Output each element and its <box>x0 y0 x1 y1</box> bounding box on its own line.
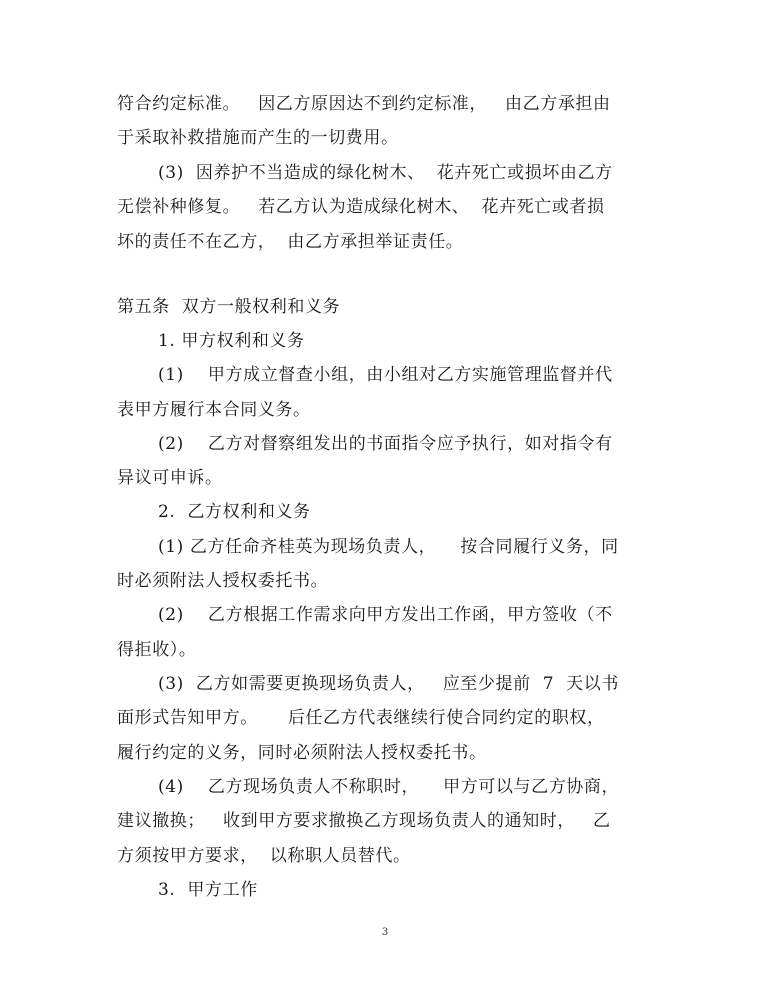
text-line: (1) 甲方成立督查小组，由小组对乙方实施管理监督并代 <box>158 365 613 385</box>
text-line: 履行约定的义务，同时必须附法人授权委托书。 <box>117 743 487 763</box>
text-line: 方须按甲方要求， 以称职人员替代。 <box>117 846 411 866</box>
text-line: 得拒收）。 <box>117 640 197 660</box>
subsection-heading: 3. 甲方工作 <box>158 880 258 900</box>
text-line: (2) 乙方对督察组发出的书面指令应予执行，如对指令有 <box>158 434 613 454</box>
text-line: 坏的责任不在乙方， 由乙方承担举证责任。 <box>117 232 464 252</box>
text-line: 于采取补救措施而产生的一切费用。 <box>117 128 399 148</box>
text-line: 表甲方履行本合同义务。 <box>117 400 311 420</box>
text-line: (2) 乙方根据工作需求向甲方发出工作函，甲方签收（不 <box>158 605 613 625</box>
text-line: (4) 乙方现场负责人不称职时， 甲方可以与乙方协商， <box>158 777 620 797</box>
text-line: 符合约定标准。 因乙方原因达不到约定标准， 由乙方承担由 <box>117 94 611 114</box>
text-line: (1) 乙方任命齐桂英为现场负责人， 按合同履行义务，同 <box>158 537 619 557</box>
text-line: (3) 因养护不当造成的绿化树木、 花卉死亡或损坏由乙方 <box>158 163 613 183</box>
page-number: 3 <box>381 927 389 938</box>
text-line: 无偿补种修复。 若乙方认为造成绿化树木、 花卉死亡或者损 <box>117 197 605 217</box>
text-line: 建议撤换； 收到甲方要求撤换乙方现场负责人的通知时， 乙 <box>117 811 611 831</box>
text-line: (3) 乙方如需要更换现场负责人， 应至少提前 7 天以书 <box>158 674 619 694</box>
subsection-heading: 1. 甲方权利和义务 <box>158 331 305 351</box>
subsection-heading: 2. 乙方权利和义务 <box>158 502 311 522</box>
text-line: 时必须附法人授权委托书。 <box>117 571 329 591</box>
text-line: 面形式告知甲方。 后任乙方代表继续行使合同约定的职权， <box>117 708 605 728</box>
text-line: 异议可申诉。 <box>117 468 223 488</box>
section-heading: 第五条 双方一般权利和义务 <box>117 297 341 317</box>
